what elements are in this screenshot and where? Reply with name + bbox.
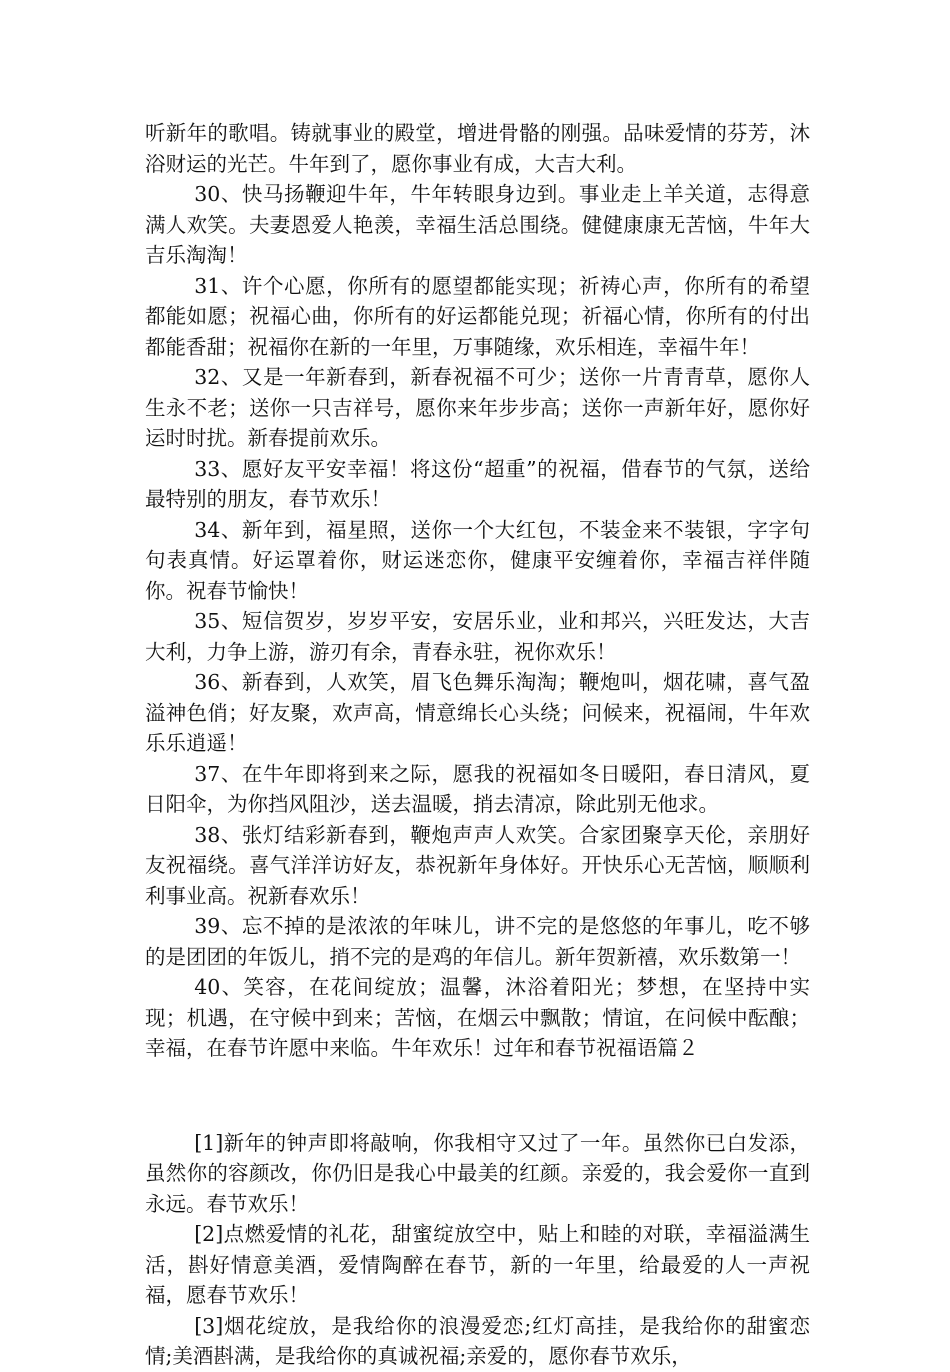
document-body	[145, 118, 810, 1372]
paragraph-38: 38、张灯结彩新春到，鞭炮声声人欢笑。合家团聚享天伦，亲朋好友祝福绕。喜气洋洋访好友，恭祝新年身体好。开快乐心无苦恼，顺顺利利事业高。祝新春欢乐！	[145, 822, 810, 908]
paragraph-34: 34、新年到，福星照，送你一个大红包，不装金来不装银，字字句句表真情。好运罩着你，财运迷恋你，健康平安缠着你，幸福吉祥伴随你。祝春节愉快！	[145, 517, 810, 603]
paragraph-item-1: [1]新年的钟声即将敲响，你我相守又过了一年。虽然你已白发添，虽然你的容颜改，你仍旧是我心中最美的红颜。亲爱的，我会爱你一直到永远。春节欢乐！	[145, 1130, 810, 1216]
paragraph-40: 40、笑容，在花间绽放；温馨，沐浴着阳光；梦想，在坚持中实现；机遇，在守候中到来；苦恼，在烟云中飘散；情谊，在问候中酝酿；幸福，在春节许愿中来临。牛年欢乐！过年和春节祝福语篇２	[145, 975, 810, 1060]
section-gap	[145, 1064, 810, 1128]
paragraph-39: 39、忘不掉的是浓浓的年味儿，讲不完的是悠悠的年事儿，吃不够的是团团的年饭儿，捎不完的是鸡的年信儿。新年贺新禧，欢乐数第一！	[145, 914, 810, 969]
paragraph-37: 37、在牛年即将到来之际，愿我的祝福如冬日暖阳，春日清风，夏日阳伞，为你挡风阻沙，送去温暖，捎去清凉，除此别无他求。	[145, 761, 810, 816]
paragraph-36: 36、新春到，人欢笑，眉飞色舞乐淘淘；鞭炮叫，烟花啸，喜气盈溢神色俏；好友聚，欢声高，情意绵长心头绕；问候来，祝福闹，牛年欢乐乐逍遥！	[145, 670, 810, 755]
paragraph-32: 32、又是一年新春到，新春祝福不可少；送你一片青青草，愿你人生永不老；送你一只吉祥号，愿你来年步步高；送你一声新年好，愿你好运时时扰。新春提前欢乐。	[145, 365, 810, 450]
paragraph-item-2: [2]点燃爱情的礼花，甜蜜绽放空中，贴上和睦的对联，幸福溢满生活，斟好情意美酒，爱情陶醉在春节，新的一年里，给最爱的人一声祝福，愿春节欢乐！	[145, 1222, 810, 1307]
paragraph-30: 30、快马扬鞭迎牛年，牛年转眼身边到。事业走上羊关道，志得意满人欢笑。夫妻恩爱人艳羡，幸福生活总围绕。健健康康无苦恼，牛年大吉乐淘淘！	[145, 182, 810, 267]
paragraph-31: 31、许个心愿，你所有的愿望都能实现；祈祷心声，你所有的希望都能如愿；祝福心曲，你所有的好运都能兑现；祈福心情，你所有的付出都能香甜；祝福你在新的一年里，万事随缘，欢乐相连，幸福牛年！	[145, 273, 810, 359]
paragraph-continuation: 听新年的歌唱。铸就事业的殿堂，增进骨骼的刚强。品味爱情的芬芳，沐浴财运的光芒。牛年到了，愿你事业有成，大吉大利。	[145, 121, 810, 176]
paragraph-item-3: [3]烟花绽放，是我给你的浪漫爱恋;红灯高挂，是我给你的甜蜜恋情;美酒斟满，是我给你的真诚祝福;亲爱的，愿你春节欢乐，	[145, 1313, 810, 1368]
paragraph-35: 35、短信贺岁，岁岁平安，安居乐业，业和邦兴，兴旺发达，大吉大利，力争上游，游刃有余，青春永驻，祝你欢乐！	[145, 609, 810, 664]
paragraph-33: 33、愿好友平安幸福！将这份“超重”的祝福，借春节的气氛，送给最特别的朋友，春节欢乐！	[145, 456, 810, 511]
